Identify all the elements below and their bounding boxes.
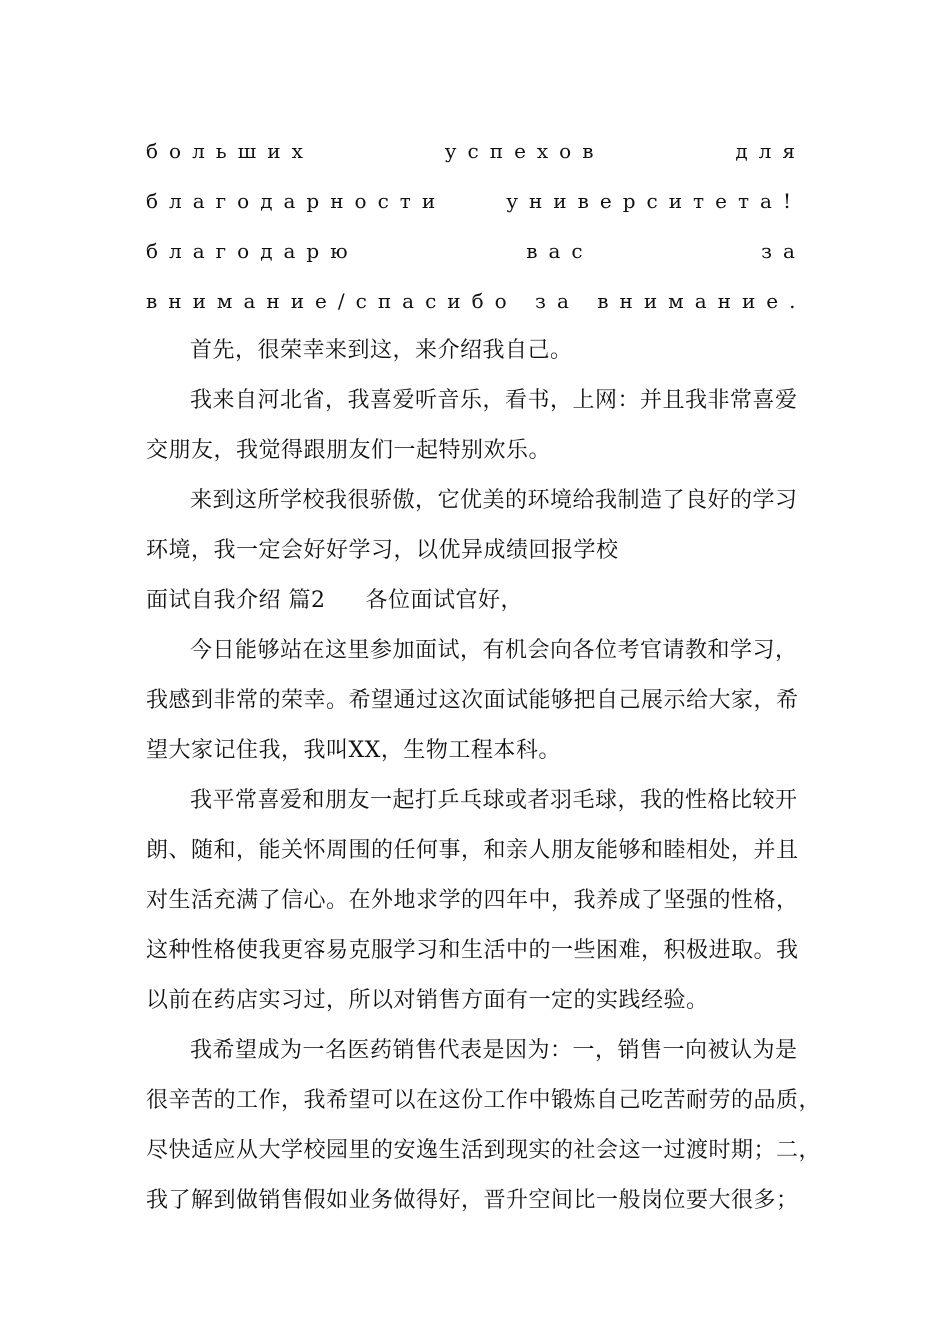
ru-word: за — [761, 239, 806, 263]
section-title: 面试自我介绍 篇2 — [146, 588, 326, 613]
ru-word: для — [735, 139, 806, 163]
ru-word: больших — [146, 139, 314, 163]
russian-line-1 — [146, 136, 806, 166]
paragraph-2-line-1: 我来自河北省，我喜爱听音乐，看书，上网：并且我非常喜爱 — [190, 388, 798, 413]
russian-line-2 — [146, 186, 806, 216]
paragraph-6-line-1: 我希望成为一名医药销售代表是因为：一，销售一向被认为是 — [190, 1038, 798, 1063]
paragraph-6-line-4: 我了解到做销售假如业务做得好，晋升空间比一般岗位要大很多； — [146, 1188, 799, 1213]
greeting: 各位面试官好， — [365, 588, 524, 613]
paragraph-3-line-1: 来到这所学校我很骄傲，它优美的环境给我制造了良好的学习 — [190, 488, 798, 513]
ru-word: благодарю — [146, 239, 359, 263]
paragraph-6-line-3: 尽快适应从大学校园里的安逸生活到现实的社会这一过渡时期；二， — [146, 1138, 822, 1163]
russian-line-4 — [146, 286, 806, 316]
paragraph-5-line-3: 对生活充满了信心。在外地求学的四年中，我养成了坚强的性格， — [146, 888, 799, 913]
ru-word: университета! — [506, 189, 802, 213]
paragraph-1: 首先，很荣幸来到这，来介绍我自己。 — [190, 338, 573, 363]
paragraph-4-line-1: 今日能够站在这里参加面试，有机会向各位考官请教和学习， — [190, 638, 798, 663]
russian-line-3 — [146, 236, 806, 266]
paragraph-5-line-4: 这种性格使我更容易克服学习和生活中的一些困难，积极进取。我 — [146, 938, 799, 963]
paragraph-5-line-5: 以前在药店实习过，所以对销售方面有一定的实践经验。 — [146, 988, 709, 1013]
section-heading — [146, 586, 806, 616]
paragraph-5-line-2: 朗、随和，能关怀周围的任何事，和亲人朋友能够和睦相处，并且 — [146, 838, 799, 863]
paragraph-5-line-1: 我平常喜爱和朋友一起打乒乓球或者羽毛球，我的性格比较开 — [190, 788, 798, 813]
paragraph-3-line-2: 环境，我一定会好好学习，以优异成绩回报学校 — [146, 538, 619, 563]
paragraph-4-line-2: 我感到非常的荣幸。希望通过这次面试能够把自己展示给大家，希 — [146, 688, 799, 713]
ru-word: благодарности — [146, 189, 447, 213]
ru-word: вас — [526, 239, 594, 263]
paragraph-2-line-2: 交朋友，我觉得跟朋友们一起特别欢乐。 — [146, 438, 552, 463]
ru-word: успехов — [444, 139, 605, 163]
paragraph-4-line-3: 望大家记住我，我叫XX，生物工程本科。 — [146, 738, 561, 763]
ru-word: внимание/спасибо за внимание. — [146, 289, 807, 313]
paragraph-6-line-2: 很辛苦的工作，我希望可以在这份工作中锻炼自己吃苦耐劳的品质， — [146, 1088, 822, 1113]
